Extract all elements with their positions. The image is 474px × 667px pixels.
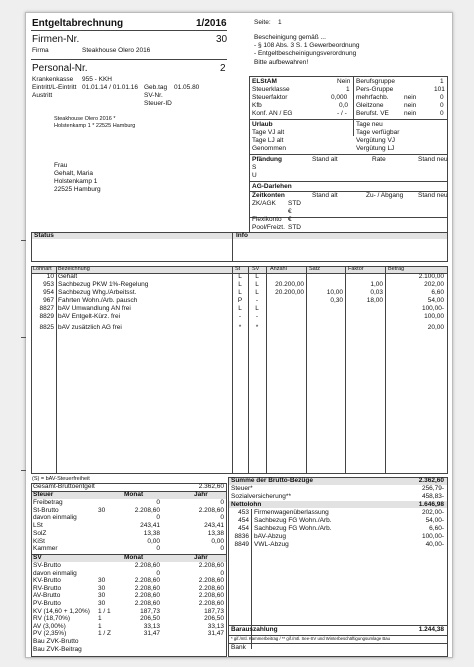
lohnart-sv: L	[255, 281, 259, 288]
genommen: Genommen	[252, 145, 286, 152]
steuerklasse-label: Steuerklasse	[252, 86, 290, 93]
lohnart-code: 8827	[39, 305, 54, 312]
urlaub-title: Urlaub	[252, 121, 273, 128]
sv-row-mark: 30	[98, 592, 106, 600]
sv-row-monat: 31,47	[143, 630, 160, 638]
deduction-desc: Sachbezug FG Wohn./Arb.	[254, 525, 332, 532]
sv-row-jahr: 2.208,60	[198, 562, 224, 569]
col-divider	[56, 267, 57, 474]
geburtstag-label: Geb.tag	[144, 84, 168, 91]
netto-value: 1.646,98	[418, 501, 444, 508]
steuer-row-jahr: 243,41	[204, 522, 224, 530]
sv-row-jahr: 2.208,60	[198, 592, 224, 600]
berufsgruppe-value: 1	[440, 78, 444, 85]
elstam-bottom	[249, 119, 448, 120]
sv-row-mark: 30	[98, 577, 106, 585]
deduction-code: 454	[238, 517, 249, 524]
sv-row-jahr: 2.208,60	[198, 584, 224, 592]
lohnart-st: *	[238, 323, 242, 331]
gesamt-brutto-value: 2.362,60	[198, 483, 224, 490]
page-label: Seite:	[254, 19, 271, 26]
lohnart-faktor: 1,00	[370, 281, 383, 288]
footnote-bav: (S) = bAV-Steuerfreiheit	[32, 476, 90, 482]
sv-row-jahr: 2.208,60	[198, 577, 224, 585]
sv-row-label: SV-Brutto	[33, 562, 61, 569]
steuer-row-jahr: 13,38	[207, 529, 224, 537]
sv-row-monat: 2.208,60	[134, 592, 160, 600]
tage-lj-alt: Tage LJ alt	[252, 137, 284, 144]
steuerfaktor-label: Steuerfaktor	[252, 94, 288, 101]
firm-divider	[31, 59, 227, 60]
firm-number: 30	[216, 34, 228, 45]
sv-row-monat: 2.208,60	[134, 562, 160, 569]
sv-row-label: KV-Brutto	[33, 577, 61, 585]
sv-header: SV	[33, 554, 42, 561]
netto-label: Nettolohn	[231, 501, 262, 508]
page-number: 1	[278, 19, 282, 26]
lohnart-satz: 0,30	[330, 297, 343, 304]
sv-row-mark: 1	[98, 622, 102, 630]
pfaendung-stand-alt: Stand alt	[312, 156, 338, 163]
lohnart-betrag: 100,00-	[421, 305, 444, 312]
sv-row-monat: 2.208,60	[134, 584, 160, 592]
persgruppe-value: 101	[434, 86, 445, 93]
sv-row-mark: 1	[98, 615, 102, 623]
mehrfach-value: nein	[404, 94, 417, 101]
lohnart-code: 8829	[39, 313, 54, 320]
auszahlung-value: 1.244,38	[418, 626, 444, 633]
lohnart-betrag: 6,60	[431, 289, 444, 296]
steuer-row-label: Freibetrag	[33, 499, 63, 506]
steuer-row-monat: 0	[156, 499, 160, 506]
col-lohnart: Lohnart	[33, 266, 52, 272]
fold-mark	[21, 470, 26, 471]
persgruppe-label: Pers-Gruppe	[356, 86, 394, 93]
lohnart-code: 8825	[39, 323, 54, 331]
title-divider	[31, 30, 227, 31]
berufst-label: Berufst. VE	[356, 110, 389, 117]
steuer-row-monat: 0	[156, 545, 160, 553]
zkagk-euro: €	[288, 208, 292, 215]
lohnart-st: L	[238, 273, 242, 280]
eintritt-value: 01.01.14 / 01.01.16	[82, 84, 139, 91]
tage-verfuegbar: Tage verfügbar	[356, 129, 400, 136]
verguetung-vj: Vergütung VJ	[356, 137, 396, 144]
steuer-row-jahr: 0	[220, 545, 224, 553]
sv-row-mark: 30	[98, 600, 106, 607]
mehrfach-num: 0	[440, 94, 444, 101]
krankenkasse-label: Krankenkasse	[32, 76, 74, 83]
steuer-row-label: Kammer	[33, 545, 58, 553]
recipient-street: Holstenkamp 1	[54, 178, 98, 185]
steuer-label: Steuer*	[231, 485, 253, 492]
austritt-label: Austritt	[32, 92, 53, 99]
sv-row-mark: 1 / 1	[98, 607, 111, 615]
steuer-monat-header: Monat	[124, 491, 144, 498]
summary-footnote: * gif./mtl. Kammerbeitrag / ** gif./mtl. See-SV und Winterbeschäftigungsumlage Bau	[231, 636, 391, 641]
sv-row-monat: 0	[156, 569, 160, 577]
steuer-row-label: davon einmalig	[33, 514, 77, 522]
darlehen-left-edge	[249, 218, 250, 232]
steuer-row-label: KiSt	[33, 537, 45, 545]
steuer-row-jahr: 2.208,60	[198, 506, 224, 514]
lohnart-desc: Fahrten Wohn./Arb. pausch	[58, 297, 138, 304]
geburtstag-value: 01.05.80	[174, 84, 200, 91]
steuer-row-monat: 0	[156, 514, 160, 522]
bank-divider	[228, 643, 448, 644]
tage-neu: Tage neu	[356, 121, 383, 128]
steuer-row-monat: 0,00	[147, 537, 160, 545]
steuer-row-monat: 243,41	[140, 522, 160, 530]
sv-row-monat: 187,73	[140, 607, 160, 615]
sv-row-jahr: 31,47	[207, 630, 224, 638]
flexikonto-euro: €	[288, 216, 292, 223]
lohnart-st: L	[238, 289, 242, 296]
konfession-label: Konf. AN / EG	[252, 110, 293, 117]
kfb-label: Kfb	[252, 102, 262, 109]
konfession-value: - / -	[337, 110, 347, 117]
lohnart-faktor: 0,03	[370, 289, 383, 296]
urlaub-bottom	[249, 154, 448, 155]
steuer-row-monat: 2.208,60	[134, 506, 160, 514]
berufsgruppe-label: Berufsgruppe	[356, 78, 396, 85]
zeitkonten-title: Zeitkonten	[252, 192, 285, 199]
notice-line-3: - Entgeltbescheinigungsverordnung	[254, 50, 357, 57]
steuer-row-label: LSt	[33, 522, 43, 530]
lohnart-faktor: 18,00	[366, 297, 383, 304]
deduction-code: 8836	[234, 533, 249, 540]
sv-row-label: RV (18,70%)	[33, 615, 71, 623]
deduction-value: 40,00-	[425, 541, 444, 548]
status-label: Status	[34, 232, 54, 239]
verguetung-lj: Vergütung LJ	[356, 145, 395, 152]
summe-label: Summe der Brutto-Bezüge	[231, 477, 313, 484]
sozial-label: Sozialversicherung**	[231, 493, 291, 500]
sv-jahr-header: Jahr	[194, 554, 208, 561]
flexikonto-label: Flexikonto	[252, 216, 282, 223]
lohnart-code: 954	[43, 289, 54, 296]
lohnart-desc: bAV zusätzlich AG frei	[58, 323, 122, 331]
kfb-value: 0,0	[339, 102, 349, 109]
deduction-desc: bAV-Abzug	[254, 533, 287, 540]
steuer-row-mark: 30	[98, 506, 106, 514]
lohnart-desc: bAV Entgelt-Kürz. frei	[58, 313, 121, 320]
lohnart-desc: Gehalt	[58, 273, 78, 280]
col-divider	[266, 267, 267, 474]
steuer-row-label: SolZ	[33, 529, 47, 537]
lohnart-betrag: 54,00	[427, 297, 444, 304]
steuer-id-label: Steuer-ID	[144, 100, 172, 107]
deduction-code: 453	[238, 509, 249, 516]
notice-line-1: Bescheinigung gemäß ...	[254, 34, 326, 41]
deduction-value: 202,00-	[421, 509, 444, 516]
lohnart-st: P	[237, 297, 243, 304]
steuer-value: 256,79-	[421, 485, 444, 492]
personal-number-label: Personal-Nr.	[32, 63, 88, 74]
lohnart-sv: -	[255, 313, 259, 320]
status-info-divider	[232, 232, 233, 262]
pfaendung-s: S	[252, 164, 257, 171]
sv-row-label: PV (2,35%)	[33, 630, 67, 638]
lohnart-betrag: 20,00	[427, 323, 444, 331]
gleitzone-label: Gleitzone	[356, 102, 384, 109]
tage-vj-alt: Tage VJ alt	[252, 129, 285, 136]
fold-mark	[21, 337, 26, 338]
lohnart-desc: Sachbezug Whg./Arbeitsst.	[58, 289, 137, 296]
sv-row-label: davon einmalig	[33, 569, 77, 577]
col-satz: Satz	[309, 266, 321, 272]
firm-number-label: Firmen-Nr.	[32, 34, 80, 45]
sv-row-mark: 1 / Z	[98, 630, 112, 638]
firma-label: Firma	[32, 47, 49, 54]
sv-row-jahr: 187,73	[204, 607, 224, 615]
lohnart-anzahl: 20.200,00	[275, 289, 304, 296]
col-betrag: Betrag	[388, 266, 405, 272]
lohnart-desc: Sachbezug PKW 1%-Regelung	[58, 281, 149, 288]
mehrfach-label: mehrfachb.	[356, 94, 389, 101]
firma-value: Steakhouse Olero 2016	[82, 47, 151, 54]
lohnart-code: 967	[43, 297, 54, 304]
steuer-jahr-header: Jahr	[194, 491, 208, 498]
deduction-value: 100,00-	[421, 533, 444, 540]
darlehen-title: AG-Darlehen	[252, 183, 292, 190]
pfaendung-stand-neu: Stand neu	[418, 156, 448, 163]
sv-monat-header: Monat	[124, 554, 144, 561]
steuer-row-jahr: 0	[220, 514, 224, 522]
period: 1/2016	[196, 18, 227, 29]
sv-row-jahr: 33,13	[207, 622, 224, 630]
lohnart-satz: 10,00	[326, 289, 343, 296]
zeitkonten-zu-abgang: Zu- / Abgang	[366, 192, 404, 199]
recipient-city: 22525 Hamburg	[54, 186, 101, 193]
fold-mark	[21, 240, 26, 241]
col-bezeichnung: Bezeichnung	[58, 266, 90, 272]
sv-row-label: Bau ZVK-Brutto	[33, 638, 79, 645]
lohnart-sv: L	[255, 273, 259, 280]
gesamt-brutto-label: Gesamt-Bruttoentgelt	[33, 483, 95, 490]
sv-row-mark: 30	[98, 584, 106, 592]
berufst-num: 0	[440, 110, 444, 117]
lohnart-code: 10	[46, 273, 54, 280]
elstam-nein: Nein	[337, 78, 351, 85]
bank-label: Bank	[231, 644, 246, 651]
sv-row-jahr: 2.208,60	[198, 600, 224, 607]
lohnart-sv: L	[255, 289, 259, 296]
info-label: Info	[236, 232, 248, 239]
poolfreizt-label: Pool/Freizt.	[252, 224, 285, 231]
sv-row-jahr: 206,50	[204, 615, 224, 623]
deduction-value: 54,00-	[425, 517, 444, 524]
steuer-row-label: St-Brutto	[33, 506, 59, 514]
lohnart-sv: L	[255, 305, 259, 312]
gleitzone-value: nein	[404, 102, 417, 109]
col-st: St	[235, 266, 241, 272]
zkagk-label: ZK/AGK	[252, 200, 276, 207]
pfaendung-u: U	[252, 172, 257, 179]
payslip-document	[25, 12, 453, 658]
pfaendung-title: Pfändung	[252, 156, 282, 163]
elstam-divider	[353, 76, 354, 136]
lohnart-code: 953	[43, 281, 54, 288]
gleitzone-num: 0	[440, 102, 444, 109]
sv-row-label: AV-Brutto	[33, 592, 61, 600]
krankenkasse-value: 955 - KKH	[82, 76, 112, 83]
steuerfaktor-value: 0,000	[331, 94, 348, 101]
deduction-desc: VWL-Abzug	[254, 541, 289, 548]
sv-row-monat: 2.208,60	[134, 577, 160, 585]
lohnart-betrag: 202,00	[424, 281, 444, 288]
notice-line-2: - § 108 Abs. 3 S. 1 Gewerbeordnung	[254, 42, 360, 49]
elstam-title: ELStAM	[252, 78, 277, 85]
zeitkonten-stand-neu: Stand neu	[418, 192, 448, 199]
deduction-desc: Firmenwagenüberlassung	[254, 509, 329, 516]
notice-line-4: Bitte aufbewahren!	[254, 59, 309, 66]
col-anzahl: Anzahl	[270, 266, 287, 272]
recipient-salutation: Frau	[54, 162, 68, 169]
lohnart-sv: -	[255, 297, 259, 304]
steuer-row-jahr: 0	[220, 499, 224, 506]
lohnart-st: L	[238, 305, 242, 312]
steuer-header: Steuer	[33, 491, 54, 498]
steuer-row-jahr: 0,00	[211, 537, 224, 545]
summe-value: 2.362,60	[418, 477, 444, 484]
lohnart-betrag: 2.100,00	[418, 273, 444, 280]
lohnart-sv: *	[255, 323, 259, 331]
lohnart-desc: bAV Umwandlung AN frei	[58, 305, 131, 312]
recipient-name: Gehalt, Maria	[54, 170, 94, 177]
col-sv: SV	[252, 266, 260, 272]
steuerklasse-value: 1	[346, 86, 350, 93]
sender-line-1: Steakhouse Olero 2016 *	[54, 116, 116, 122]
poolfreizt-unit: STD	[288, 224, 301, 231]
zeitkonten-stand-alt: Stand alt	[312, 192, 338, 199]
sv-row-monat: 33,13	[143, 622, 160, 630]
sv-row-label: RV-Brutto	[33, 584, 62, 592]
darlehen-right-edge	[447, 218, 448, 232]
col-faktor: Faktor	[348, 266, 364, 272]
sv-row-label: PV-Brutto	[33, 600, 61, 607]
deduction-code: 454	[238, 525, 249, 532]
eintritt-label: Eintritt/L-Eintritt	[32, 84, 77, 91]
sv-nr-label: SV-Nr.	[144, 92, 163, 99]
sv-row-label: Bau ZVK-Beitrag	[33, 645, 82, 653]
sozial-value: 458,83-	[421, 493, 444, 500]
auszahlung-label: Barauszahlung	[231, 626, 278, 633]
sv-row-label: AV (3,00%)	[33, 622, 66, 630]
sv-row-monat: 206,50	[140, 615, 160, 623]
lohnart-betrag: 100,00	[424, 313, 444, 320]
steuer-row-monat: 13,38	[143, 529, 160, 537]
deduction-value: 6,60-	[429, 525, 444, 532]
deduction-code: 8849	[234, 541, 249, 548]
sv-row-monat: 2.208,60	[134, 600, 160, 607]
lohnart-st: -	[238, 313, 242, 320]
document-title: Entgeltabrechnung	[32, 18, 124, 29]
zkagk-unit: STD	[288, 200, 301, 207]
sender-line-2: Holstenkamp 1 * 22525 Hamburg	[54, 123, 136, 129]
deduction-desc: Sachbezug FG Wohn./Arb.	[254, 517, 332, 524]
lohnart-st: L	[238, 281, 242, 288]
berufst-value: nein	[404, 110, 417, 117]
personal-number: 2	[220, 63, 226, 74]
sv-row-label: KV (14,60 + 1,20%)	[33, 607, 90, 615]
pfaendung-bottom	[249, 181, 448, 182]
sv-row-jahr: 0	[220, 569, 224, 577]
lohnart-anzahl: 20.200,00	[275, 281, 304, 288]
pfaendung-rate: Rate	[372, 156, 386, 163]
